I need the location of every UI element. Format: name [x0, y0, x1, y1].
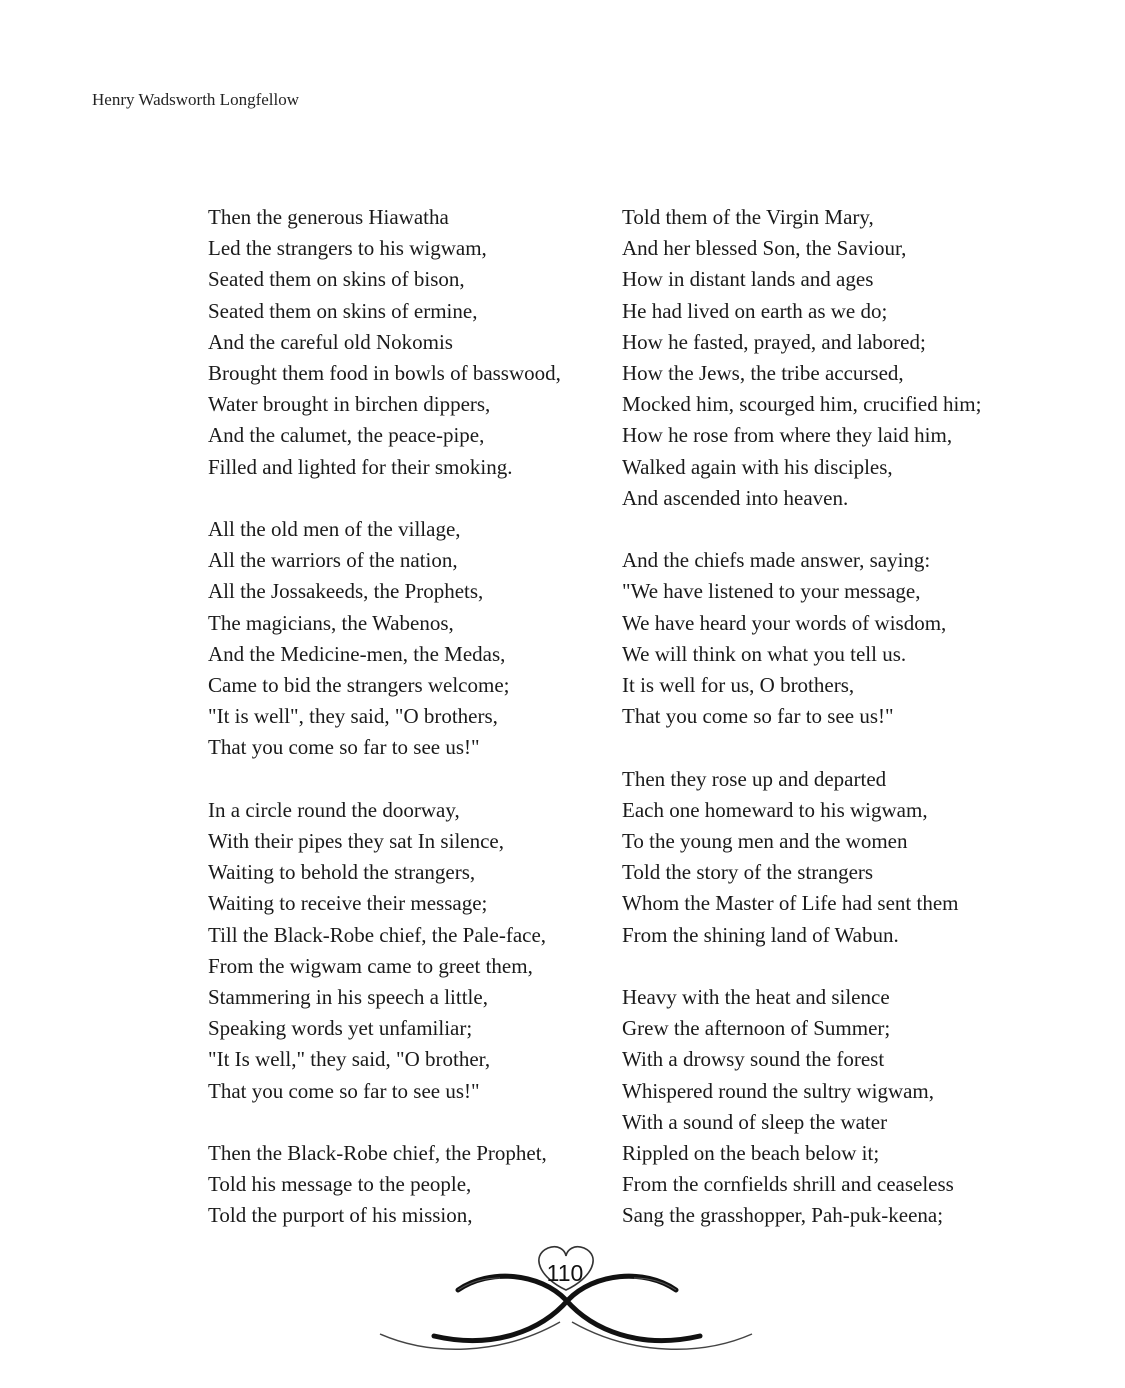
- poem-line: Then the Black-Robe chief, the Prophet,: [208, 1141, 547, 1166]
- poem-line: That you come so far to see us!": [622, 704, 894, 729]
- poem-line: Seated them on skins of bison,: [208, 267, 465, 292]
- poem-line: And ascended into heaven.: [622, 485, 849, 510]
- poem-line: From the shining land of Wabun.: [622, 922, 899, 947]
- poem-line: That you come so far to see us!": [208, 735, 480, 760]
- heart-swirl-ornament-icon: [370, 1238, 760, 1368]
- stanza: [208, 1138, 608, 1232]
- poem-line: In a circle round the doorway,: [208, 797, 460, 822]
- poem-line: And the careful old Nokomis: [208, 329, 453, 354]
- poem-line: Brought them food in bowls of basswood,: [208, 361, 561, 386]
- poem-line: "It Is well," they said, "O brother,: [208, 1047, 491, 1072]
- poem-line: Walked again with his disciples,: [622, 454, 893, 479]
- poem-line: Water brought in birchen dippers,: [208, 392, 491, 417]
- poem-line: From the cornfields shrill and ceaseless: [622, 1172, 954, 1197]
- poem-line: "We have listened to your message,: [622, 579, 921, 604]
- poem-line: The magicians, the Wabenos,: [208, 610, 454, 635]
- poem-line: How he rose from where they laid him,: [622, 423, 953, 448]
- stanza: [622, 202, 1062, 514]
- poem-line: With a sound of sleep the water: [622, 1109, 888, 1134]
- poem-line: To the young men and the women: [622, 829, 908, 854]
- stanza: [622, 764, 1062, 951]
- poem-line: That you come so far to see us!": [208, 1078, 480, 1103]
- stanza: [208, 514, 608, 764]
- poem-line: Waiting to receive their message;: [208, 891, 488, 916]
- poem-line: How the Jews, the tribe accursed,: [622, 361, 904, 386]
- running-header-author: Henry Wadsworth Longfellow: [92, 90, 299, 109]
- poem-line: Speaking words yet unfamiliar;: [208, 1016, 473, 1041]
- poem-column-left: [208, 202, 608, 1263]
- poem-line: Mocked him, scourged him, crucified him;: [622, 392, 982, 417]
- poem-line: Seated them on skins of ermine,: [208, 298, 478, 323]
- poem-line: How he fasted, prayed, and labored;: [622, 329, 926, 354]
- poem-column-right: [622, 202, 1062, 1263]
- poem-line: "It is well", they said, "O brothers,: [208, 704, 498, 729]
- poem-line: Grew the afternoon of Summer;: [622, 1016, 891, 1041]
- poem-line: We will think on what you tell us.: [622, 641, 907, 666]
- poem-line: Rippled on the beach below it;: [622, 1141, 880, 1166]
- poem-line: Heavy with the heat and silence: [622, 985, 890, 1010]
- poem-line: It is well for us, O brothers,: [622, 673, 855, 698]
- poem-line: And the chiefs made answer, saying:: [622, 548, 931, 573]
- poem-line: Till the Black-Robe chief, the Pale-face,: [208, 922, 547, 947]
- poem-line: Told them of the Virgin Mary,: [622, 205, 874, 229]
- poem-line: How in distant lands and ages: [622, 267, 874, 292]
- poem-line: All the warriors of the nation,: [208, 548, 458, 573]
- stanza: [622, 982, 1062, 1232]
- page-number: 110: [546, 1260, 584, 1286]
- poem-line: With their pipes they sat In silence,: [208, 829, 504, 854]
- poem-line: Whom the Master of Life had sent them: [622, 891, 959, 916]
- poem-line: From the wigwam came to greet them,: [208, 953, 533, 978]
- poem-line: Waiting to behold the strangers,: [208, 860, 476, 885]
- stanza: [622, 545, 1062, 732]
- poem-line: Sang the grasshopper, Pah-puk-keena;: [622, 1203, 944, 1228]
- poem-line: Told the purport of his mission,: [208, 1203, 473, 1228]
- poem-line: We have heard your words of wisdom,: [622, 610, 947, 635]
- poem-line: He had lived on earth as we do;: [622, 298, 888, 323]
- poem-line: All the Jossakeeds, the Prophets,: [208, 579, 484, 604]
- poem-line: Whispered round the sultry wigwam,: [622, 1078, 935, 1103]
- poem-line: Led the strangers to his wigwam,: [208, 236, 487, 261]
- poem-line: Each one homeward to his wigwam,: [622, 797, 928, 822]
- stanza: [208, 795, 608, 1107]
- poem-line: And the calumet, the peace-pipe,: [208, 423, 485, 448]
- stanza: [208, 202, 608, 483]
- poem-line: All the old men of the village,: [208, 517, 461, 542]
- poem-line: Came to bid the strangers welcome;: [208, 673, 510, 698]
- poem-line: And her blessed Son, the Saviour,: [622, 236, 907, 261]
- poem-line: Told the story of the strangers: [622, 860, 874, 885]
- poem-line: Filled and lighted for their smoking.: [208, 454, 513, 479]
- poem-line: Then they rose up and departed: [622, 766, 887, 791]
- poem-line: Told his message to the people,: [208, 1172, 472, 1197]
- poem-line: Stammering in his speech a little,: [208, 985, 488, 1010]
- poem-line: Then the generous Hiawatha: [208, 205, 449, 229]
- poem-line: And the Medicine-men, the Medas,: [208, 641, 506, 666]
- poem-line: With a drowsy sound the forest: [622, 1047, 885, 1072]
